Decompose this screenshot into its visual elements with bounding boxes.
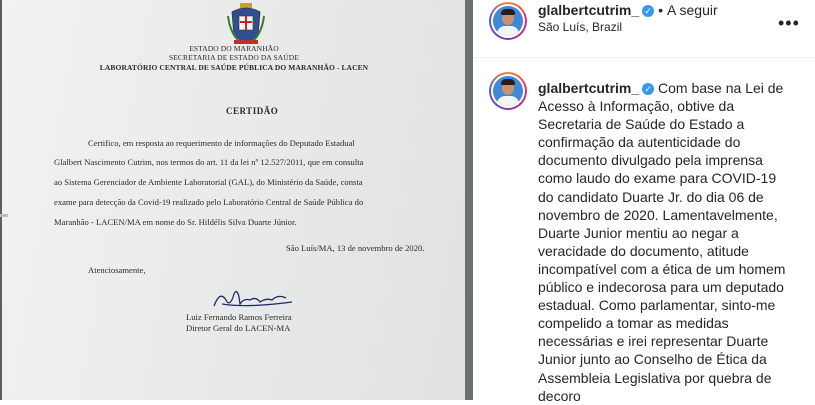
paper-edge-shadow — [465, 0, 473, 400]
more-options-icon[interactable]: ••• — [778, 13, 800, 33]
state-coat-of-arms-icon — [226, 2, 266, 46]
paper-fold-mark — [0, 214, 8, 217]
document-body-line: Maranhão - LACEN/MA em nome do Sr. Hildélis Silva Duarte Júnior. — [54, 217, 297, 227]
author-avatar[interactable] — [489, 2, 527, 40]
verified-badge-icon: ✓ — [642, 83, 654, 95]
caption-username[interactable]: glalbertcutrim_ — [538, 80, 640, 96]
following-button[interactable]: A seguir — [667, 2, 718, 18]
comments-scroll-area[interactable] — [803, 58, 815, 400]
document-title: CERTIDÃO — [226, 106, 279, 116]
separator-dot: • — [658, 2, 664, 18]
document-date-line: São Luís/MA, 13 de novembro de 2020. — [286, 243, 425, 253]
document-body-line: exame para detecção da Covid-19 realizado pelo Laboratório Central de Saúde Pública do — [54, 197, 364, 207]
author-username[interactable]: glalbertcutrim_ — [538, 2, 640, 18]
post-location[interactable]: São Luís, Brazil — [538, 20, 623, 34]
caption-author-avatar[interactable] — [489, 72, 527, 110]
post-header — [538, 2, 718, 20]
document-closing: Atenciosamente, — [88, 265, 146, 275]
document-header-line: ESTADO DO MARANHÃO — [189, 44, 279, 53]
document-header-line: LABORATÓRIO CENTRAL DE SAÚDE PÚBLICA DO MARANHÃO - LACEN — [99, 63, 369, 72]
document-signer-role: Diretor Geral do LACEN-MA — [186, 323, 291, 333]
document-body-line: Certifico, em resposta ao requerimento de informações do Deputado Estadual — [88, 138, 355, 148]
post-caption — [538, 79, 793, 405]
document-paper — [2, 0, 466, 400]
caption-text: Com base na Lei de Acesso à Informação, obtive da Secretaria de Saúde do Estado a confirmação da autenticidade do documento divulgado pela imprensa como laudo do exame para COVID-19 do candidato Duarte Jr. do dia 06 de novembro de 2020. Lamentavelmente, Duarte Junior mentiu ao negar a veracidade do documento, atitude incompatível com a ética de um homem público e indecorosa para um deputado estadual. Como parlamentar, sinto-me compelido a tomar as medidas necessárias e irei representar Duarte Junior junto ao Conselho de Ética da Assembleia Legislativa por quebra de decoro — [538, 80, 786, 404]
header-divider — [473, 57, 815, 58]
document-body-line: Glalbert Nascimento Cutrim, nos termos do art. 11 da lei nº 12.527/2011, que em consulta — [54, 157, 364, 167]
verified-badge-icon: ✓ — [642, 5, 654, 17]
document-signer-name: Luiz Fernando Ramos Ferreira — [186, 312, 292, 322]
document-body-line: ao Sistema Gerenciador de Ambiente Laboratorial (GAL), do Ministério da Saúde, consta — [54, 177, 363, 187]
document-header-line: SECRETARIA DE ESTADO DA SAÚDE — [168, 53, 300, 62]
